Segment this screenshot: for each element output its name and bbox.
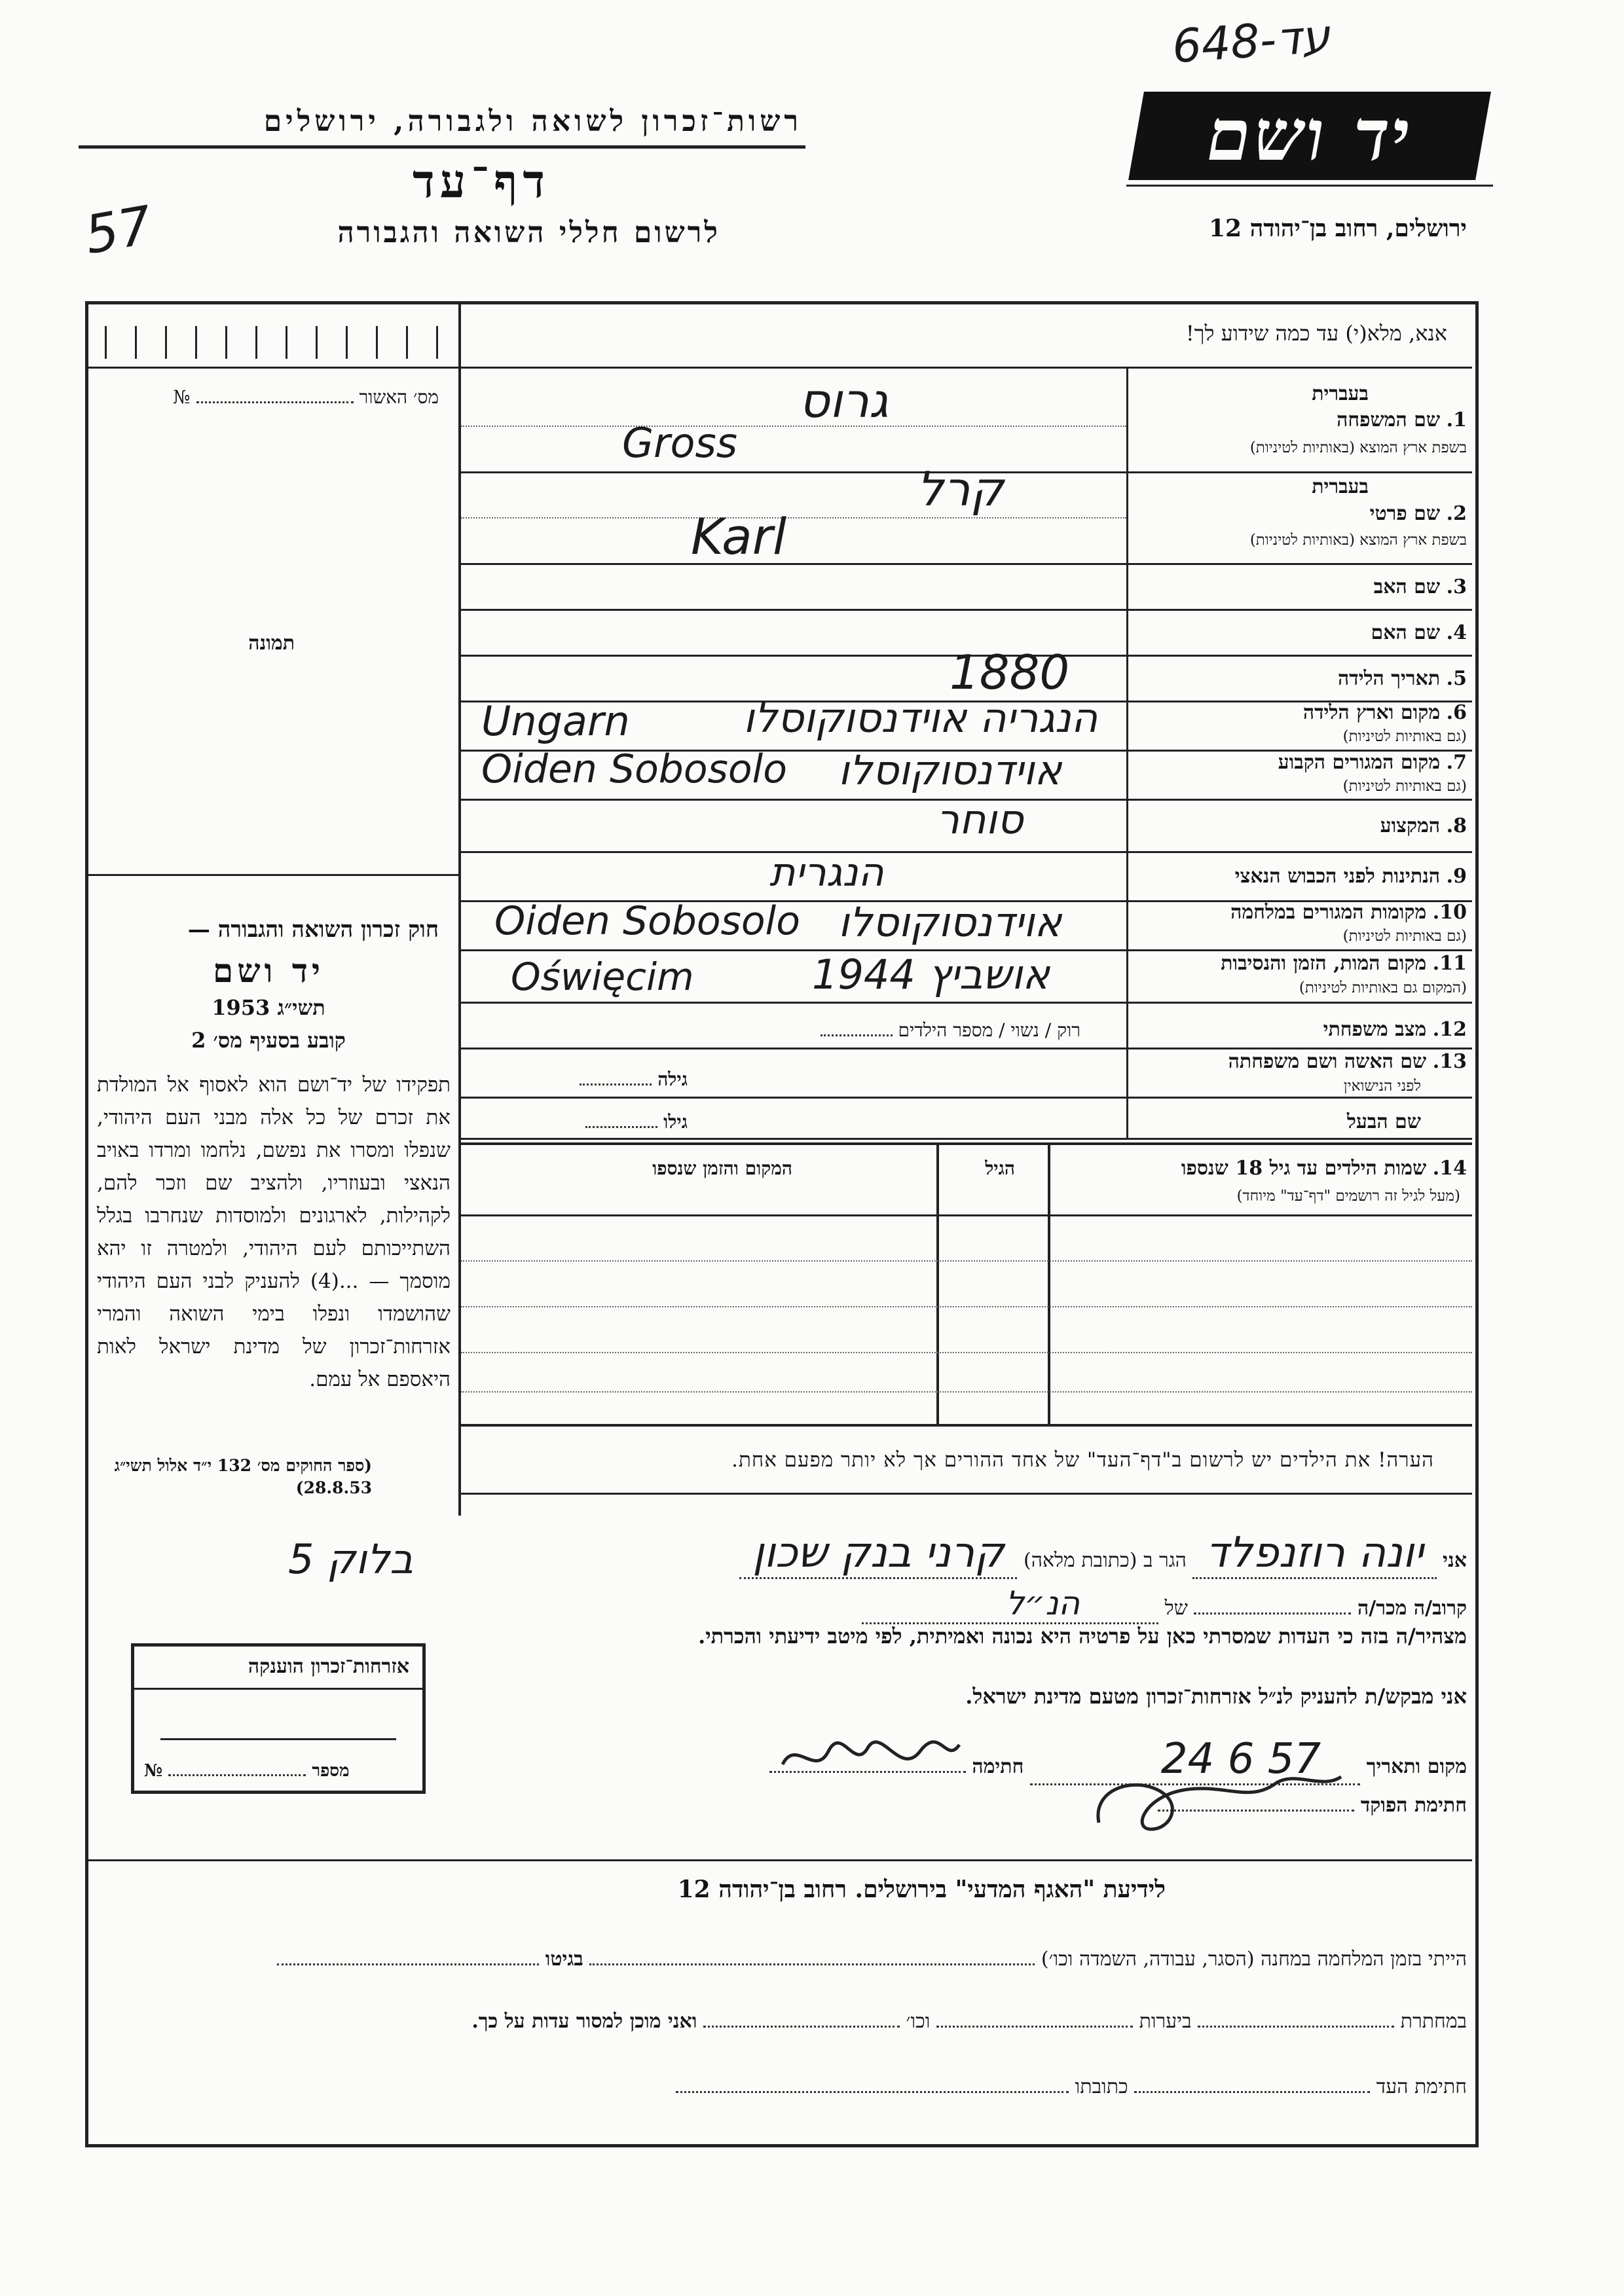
table-bottom-rule [461, 1424, 1472, 1427]
col-age-header: הגיל [985, 1157, 1015, 1179]
field9-num: 9. [1446, 865, 1467, 888]
field8-label [1380, 815, 1467, 837]
science-forest-field[interactable] [936, 2026, 1133, 2028]
law-year: תשי״ג 1953 [212, 995, 325, 1020]
col-place-header: המקום והזמן שנספו [652, 1157, 792, 1179]
officer-field[interactable] [1158, 1810, 1354, 1812]
field11-label [1221, 953, 1467, 975]
field13-age-label: גילה [657, 1068, 688, 1090]
science-line1-b: בגיטו [545, 1948, 583, 1971]
signature-field[interactable] [769, 1771, 966, 1773]
form-subtitle: לרשום חללי השואה והגבורה [337, 216, 720, 249]
field3-title: שם האב [1373, 575, 1441, 598]
row1-guide [461, 426, 1126, 427]
field14-sub: (מעל לגיל זה רושמים "דף־עד" מיוחד) [1236, 1188, 1460, 1205]
field5-num: 5. [1446, 667, 1467, 690]
form-title: דף־עד [412, 154, 550, 208]
field5-value[interactable]: 1880 [950, 645, 1070, 700]
field13-sub: לפני הנישואין [1343, 1078, 1421, 1095]
row-rule [461, 563, 1472, 565]
field10-sub: (גם באותיות לטיניות) [1342, 928, 1467, 945]
table-row-guide [461, 1306, 1472, 1307]
field8-title: המקצוע [1380, 814, 1441, 837]
science-camp-field[interactable] [589, 1963, 1035, 1965]
field13-label [1228, 1051, 1467, 1073]
table-top-rule [461, 1142, 1472, 1145]
husband-age [585, 1111, 688, 1133]
field8-num: 8. [1446, 814, 1467, 837]
field4-num: 4. [1446, 621, 1467, 644]
science-line3-b: כתובתו [1075, 2075, 1128, 2098]
relation-label: קרוב/ה מכר/ה [1357, 1597, 1467, 1620]
value-left-rule [458, 369, 461, 1138]
science-line3 [676, 2075, 1467, 2098]
citizenship-number-row [144, 1761, 406, 1781]
field4-title: שם האם [1371, 621, 1441, 644]
field14-num: 14. [1432, 1157, 1467, 1180]
law-clause: קובע בסעיף מס׳ 2 [191, 1028, 346, 1053]
resides-label: הגר ב (כתובת מלאה) [1024, 1549, 1187, 1572]
law-name: יד ושם [213, 951, 324, 990]
field2-num: 2. [1446, 502, 1467, 525]
note: הערה! את הילדים יש לרשום ב"דף־העד" של אחד ההורים אך לא יותר מפעם אחת. [731, 1448, 1434, 1472]
field10-value-lat[interactable]: Oiden Sobosolo [494, 898, 800, 944]
citizenship-title: אזרחות־זכרון הוענקה [248, 1655, 409, 1678]
field9-label [1235, 866, 1467, 888]
relation-value[interactable]: הנ״ל [862, 1584, 1158, 1624]
field11-num: 11. [1432, 952, 1467, 975]
field6-sub: (גם באותיות לטיניות) [1342, 728, 1467, 745]
field7-num: 7. [1446, 751, 1467, 774]
field3-label [1374, 576, 1467, 598]
field2-title: שם פרטי [1369, 502, 1441, 525]
science-line2-d: ואני מוכן למסור עדות על כך. [471, 2010, 697, 2033]
table-row-guide [461, 1260, 1472, 1262]
science-line1-a: הייתי בזמן המלחמה במחנה (הסגר, עבודה, השמדה וכו׳) [1041, 1948, 1467, 1971]
field13-title: שם האשה ושם משפחתה [1228, 1050, 1427, 1073]
row-rule [461, 851, 1472, 853]
field11-value-he[interactable]: אושביץ 1944 [812, 951, 1050, 998]
intro-rule [461, 367, 1472, 369]
field9-title: הנתינות לפני הכבוש הנאצי [1234, 865, 1441, 888]
row-rule [461, 1138, 1472, 1140]
photo-bottom-rule [88, 874, 458, 876]
date-value[interactable]: 24 6 57 [1030, 1735, 1360, 1785]
husband-label [1347, 1111, 1421, 1133]
science-line1 [277, 1948, 1467, 1971]
field5-label [1338, 668, 1467, 690]
relation-field[interactable] [1194, 1613, 1351, 1614]
request-text: אני מבקש/ת להעניק לנ״ל אזרחות־זכרון מטעם מדינת ישראל. [965, 1684, 1467, 1709]
table-header-rule [461, 1214, 1472, 1216]
field1-title: שם המשפחה [1337, 409, 1441, 431]
law-body: תפקידו של יד־ושם הוא לאסוף אל המולדת את זכרם של כל אלה מבני העם היהודי, שנפלו ומסרו את נפשם, נלחמו ומרדו באויב הנאצי ובעוזריו, ולהציב שם וזכר להם, לקהילות, לארגונים ולמוסדות שנחרבו בגלל השתייכותם לעם היהודי, ולמטרה זו יהא מוסמך — ...(4) להעניק לבני העם היהודי שהושמדו ונפלו בימי השואה והמרי אזרחות־זכרון של מדינת ישראל לאות היאספם אל עמם. [97, 1073, 451, 1391]
field1-value-he[interactable]: גרוס [799, 373, 889, 428]
field4-label [1371, 622, 1467, 644]
block-note: בלוק 5 [288, 1535, 414, 1583]
law-title: חוק זכרון השואה והגבורה — [187, 917, 439, 943]
row-rule [461, 609, 1472, 611]
declaration-text: מצהיר/ה בזה כי העדות שמסרתי כאן על פרטיה היא נכונה ואמיתית, לפי מיטב ידיעתי והכרתי. [698, 1624, 1467, 1649]
field14-title: שמות הילדים עד גיל 18 שנספו [1181, 1157, 1427, 1180]
row-rule [461, 1048, 1472, 1049]
field12-options[interactable] [821, 1019, 1080, 1042]
ticks-rule [88, 367, 458, 369]
field9-value[interactable]: הנגרית [769, 850, 884, 896]
field12-num: 12. [1432, 1018, 1467, 1041]
field11-value-lat[interactable]: Oświęcim [511, 955, 694, 999]
authority-title: רשות־זכרון לשואה ולגבורה, ירושלים [263, 105, 802, 138]
field1-value-lat[interactable]: Gross [622, 419, 738, 467]
science-underground-field[interactable] [1198, 2026, 1394, 2028]
field13-num: 13. [1432, 1050, 1467, 1073]
field7-value-lat[interactable]: Oiden Sobosolo [481, 746, 787, 792]
field10-title: מקומות המגורים במלחמה [1230, 901, 1427, 924]
science-line2 [471, 2010, 1467, 2033]
field13-age [580, 1068, 688, 1091]
witness-address-field[interactable] [676, 2091, 1069, 2093]
law-source: (ספר החוקים מס׳ 132 י״ד אלול תשי״ג 28.8.53) [114, 1456, 372, 1497]
margin-number: 57 [80, 194, 157, 266]
field3-num: 3. [1446, 575, 1467, 598]
field1-label [1337, 409, 1467, 431]
citizenship-no: № [144, 1761, 163, 1781]
signature-scribble-icon [769, 1732, 966, 1784]
citizenship-line[interactable] [160, 1738, 396, 1740]
field6-title: מקום וארץ הלידה [1302, 701, 1441, 724]
husband-title: שם הבעל [1346, 1110, 1421, 1133]
declarant-line [739, 1529, 1467, 1577]
authority-underline [79, 145, 805, 149]
approval-label [173, 386, 439, 409]
science-title: לידיעת "האגף המדעי" בירושלים. רחוב בן־יהודה 12 [677, 1876, 1166, 1903]
field1-hebrew-tag: בעברית [1312, 382, 1369, 405]
field10-label [1230, 902, 1467, 924]
signature-label: חתימה [972, 1755, 1024, 1778]
field12-children-field[interactable] [821, 1034, 893, 1036]
field11-title: מקום המות, הזמן והנסיבות [1221, 952, 1427, 975]
field10-value-he[interactable]: אוידנסוקוסלו [838, 898, 1062, 946]
declarant-address[interactable]: קרני בנק שכון [739, 1529, 1017, 1579]
row-rule [461, 1002, 1472, 1004]
field13-age-field[interactable] [580, 1084, 652, 1085]
relation-line [862, 1584, 1467, 1622]
science-line2-b: ביערות [1139, 2010, 1192, 2033]
table-row-guide [461, 1391, 1472, 1393]
declarant-name[interactable]: יונה רוזנפלד [1192, 1529, 1436, 1579]
declarant-bottom-rule [88, 1859, 1472, 1861]
field7-sub: (גם באותיות לטיניות) [1342, 778, 1467, 795]
citizenship-box-rule [134, 1688, 422, 1690]
logo-text: יד ושם [1200, 94, 1420, 177]
science-line2-a: במחתרת [1400, 2010, 1467, 2033]
table-col-rule [1048, 1145, 1050, 1424]
officer-label: חתימת הפוקד [1360, 1794, 1467, 1817]
citizenship-number-field[interactable] [168, 1774, 306, 1776]
field5-title: תאריך הלידה [1337, 667, 1441, 690]
field2-label [1370, 503, 1467, 525]
row2-guide [461, 517, 1126, 519]
label-column-rule [1126, 369, 1128, 1138]
address: ירושלים, רחוב בן־יהודה 12 [1208, 215, 1467, 242]
witness-signature-field[interactable] [1134, 2091, 1370, 2093]
field8-value[interactable]: סוחר [936, 795, 1024, 843]
field7-label [1278, 752, 1467, 774]
field6-num: 6. [1446, 701, 1467, 724]
table-col-rule [936, 1145, 939, 1424]
top-annotation: 648-עד [1170, 9, 1332, 74]
field12-options-text: רוק / נשוי / מספר הילדים [898, 1019, 1080, 1041]
table-row-guide [461, 1352, 1472, 1353]
field10-num: 10. [1432, 901, 1467, 924]
approval-field[interactable] [196, 401, 354, 403]
approval-label-text: מס׳ האשור [359, 386, 439, 408]
field12-label [1323, 1019, 1467, 1041]
field11-sub: (המקום גם באותיות לטיניות) [1299, 979, 1467, 996]
officer-line [1158, 1794, 1467, 1817]
husband-age-label: גילו [663, 1111, 688, 1133]
field1-num: 1. [1446, 409, 1467, 431]
science-line3-a: חתימת העד [1376, 2075, 1467, 2098]
science-line2-c: וכו׳ [906, 2010, 931, 2033]
field14-label [1181, 1157, 1467, 1180]
of-label: של [1164, 1597, 1188, 1620]
citizenship-number-label: מספר [312, 1761, 350, 1781]
approval-no: № [173, 386, 191, 408]
logo [1128, 92, 1491, 180]
intro-text: אנא, מלא(י) עד כמה שידוע לך! [1185, 321, 1447, 346]
field1-sub: בשפת ארץ המוצא (באותיות לטיניות) [1249, 439, 1467, 456]
field12-title: מצב משפחתי [1323, 1018, 1427, 1041]
note-rule [461, 1493, 1472, 1495]
field7-value-he[interactable]: אוידנסוקוסלו [838, 746, 1062, 794]
science-ghetto-field[interactable] [277, 1963, 539, 1965]
field7-title: מקום המגורים הקבוע [1278, 751, 1441, 774]
field6-label [1303, 702, 1467, 724]
row-rule [461, 1097, 1472, 1099]
field6-value-lat[interactable]: Ungarn [481, 697, 630, 745]
science-etc-field[interactable] [703, 2026, 900, 2028]
approval-ticks [105, 326, 445, 359]
field2-hebrew-tag: בעברית [1312, 475, 1369, 498]
place-date-label: מקום ותאריך [1366, 1755, 1467, 1778]
field2-sub: בשפת ארץ המוצא (באותיות לטיניות) [1249, 532, 1467, 549]
ani-label: אני [1443, 1549, 1467, 1572]
husband-age-field[interactable] [585, 1126, 657, 1128]
field6-value-he[interactable]: הנגריה אוידנסוקוסלו [743, 694, 1098, 742]
logo-rule [1126, 185, 1493, 187]
field2-value-lat[interactable]: Karl [691, 507, 787, 566]
field2-value-he[interactable]: קרל [917, 462, 1004, 517]
photo-label: תמונה [248, 632, 295, 655]
officer-scribble-icon [1079, 1751, 1354, 1849]
